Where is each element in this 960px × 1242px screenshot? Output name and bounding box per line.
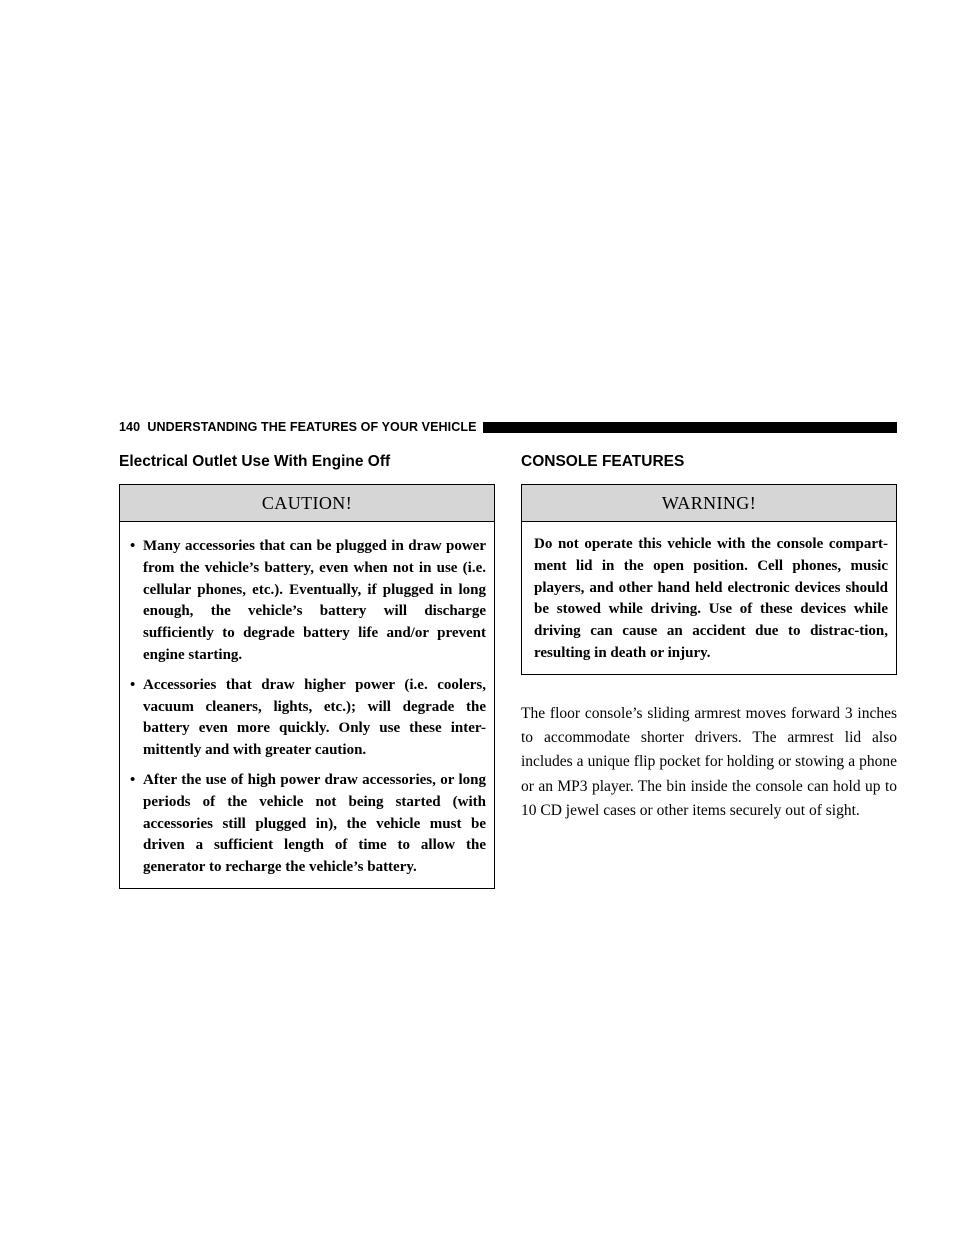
- page-number: 140: [119, 420, 141, 434]
- caution-item-text: After the use of high power draw accessories, or long periods of the vehicle not being started (with accessories still plugged in), the vehicle must be driven a sufficient length of time to allow the generator to recharge the vehicle’s battery.: [143, 771, 486, 876]
- caution-item-text: Accessories that draw higher power (i.e. coolers, vacuum cleaners, lights, etc.); will degrade the battery even more quickly. Only use these inter-mittently and with greater caution.: [143, 676, 486, 759]
- warning-box: [521, 484, 897, 675]
- bullet-icon: •: [130, 538, 136, 554]
- bullet-icon: •: [130, 676, 136, 693]
- caution-item-text: Many accessories that can be plugged in draw power from the vehicle’s battery, even when not in use (i.e. cellular phones, etc.). Eventually, if plugged in long enough, the vehicle’s battery will discharge sufficiently to degrade battery life and/or prevent engine starting.: [143, 538, 486, 663]
- bullet-icon: •: [130, 771, 136, 788]
- caution-title: CAUTION!: [120, 485, 494, 522]
- right-column: [521, 452, 897, 839]
- caution-box: [119, 484, 495, 889]
- warning-text: Do not operate this vehicle with the console compart-ment lid in the open position. Cell phones, music players, and other hand held electronic devices should be stowed while driving. Use of these devices while driving can cause an accident due to distrac-tion, resulting in death or injury.: [534, 536, 888, 661]
- console-description-paragraph: The floor console’s sliding armrest moves forward 3 inches to accommodate shorter drivers. The armrest lid also includes a unique flip pocket for holding or stowing a phone or an MP3 player. The bin inside the console can hold up to 10 CD jewel cases or other items securely out of sight.: [521, 704, 897, 819]
- running-header: [119, 420, 897, 434]
- section-title: UNDERSTANDING THE FEATURES OF YOUR VEHICLE: [147, 420, 477, 434]
- caution-item: [130, 536, 486, 667]
- page-number-and-section: [119, 420, 477, 434]
- section-heading-console-features: CONSOLE FEATURES: [521, 453, 685, 470]
- header-rule: [483, 422, 897, 433]
- section-heading-electrical-outlet: Electrical Outlet Use With Engine Off: [119, 453, 391, 470]
- warning-title: WARNING!: [522, 485, 896, 522]
- caution-item: [130, 770, 486, 879]
- left-column: [119, 452, 495, 889]
- caution-item: [130, 675, 486, 762]
- caution-body: [120, 522, 494, 888]
